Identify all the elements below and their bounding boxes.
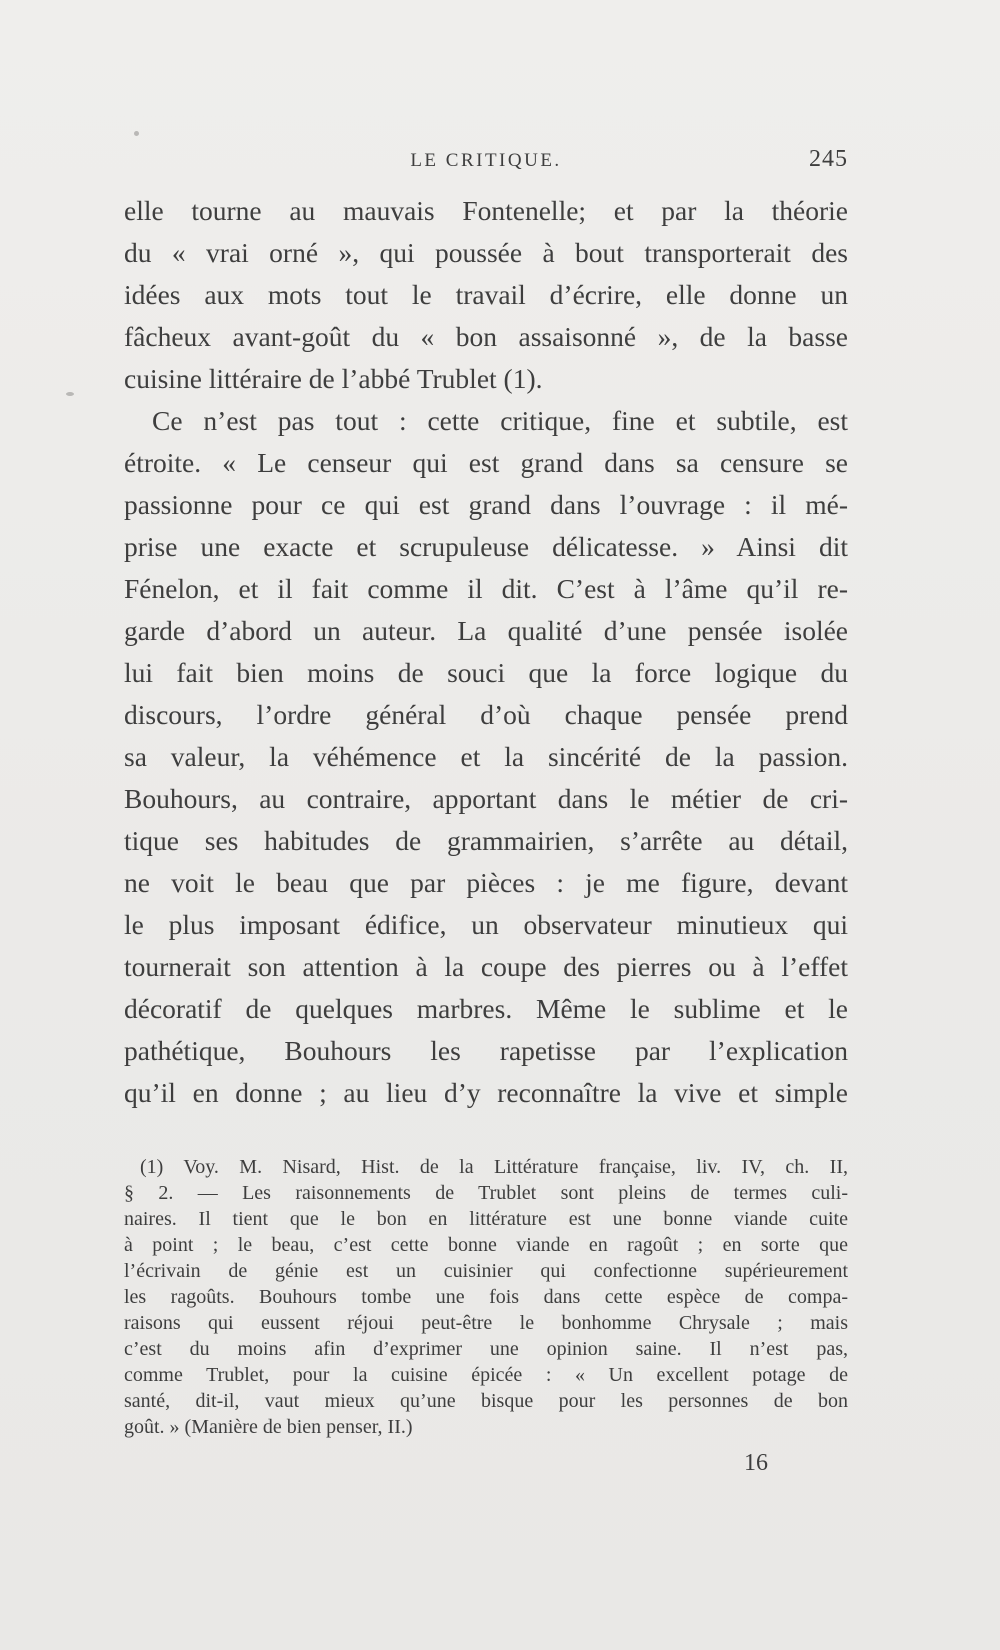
footnote-line: goût. » (Manière de bien penser, II.) [124,1416,413,1438]
body-line: lui fait bien moins de souci que la force logique du [124,657,848,688]
body-line: le plus imposant édifice, un observateur minutieux qui [124,909,848,940]
page-header [124,146,848,180]
footnote-line: § 2. — Les raisonnements de Trublet sont pleins de termes culi- [124,1182,848,1204]
footnote-line: à point ; le beau, c’est cette bonne viande en ragoût ; en sorte que [124,1234,848,1256]
running-head: LE CRITIQUE. [410,150,562,171]
body-line: Bouhours, au contraire, apportant dans le métier de cri- [124,783,848,814]
body-line: cuisine littéraire de l’abbé Trublet (1). [124,363,543,394]
footnote-line: c’est du moins afin d’exprimer une opinion saine. Il n’est pas, [124,1338,848,1360]
printer-signature-mark: 16 [744,1450,768,1476]
footnotes [124,1154,848,1440]
body-line: idées aux mots tout le travail d’écrire, elle donne un [124,279,848,310]
body-line: du « vrai orné », qui poussée à bout transporterait des [124,237,848,268]
body-line: elle tourne au mauvais Fontenelle; et par la théorie [124,195,848,226]
footnote-line: comme Trublet, pour la cuisine épicée : « Un excellent potage de [124,1364,848,1386]
body-line: Ce n’est pas tout : cette critique, fine et subtile, est [152,405,848,436]
body-line: qu’il en donne ; au lieu d’y reconnaître la vive et simple [124,1077,848,1108]
body-text [124,190,848,1114]
footnote-line: les ragoûts. Bouhours tombe une fois dans cette espèce de compa- [124,1286,848,1308]
footnote-line: l’écrivain de génie est un cuisinier qui confectionne supérieurement [124,1260,848,1282]
body-line: ne voit le beau que par pièces : je me figure, devant [124,867,848,898]
body-line: décoratif de quelques marbres. Même le sublime et le [124,993,848,1024]
page-number: 245 [809,146,848,172]
body-line: prise une exacte et scrupuleuse délicatesse. » Ainsi dit [124,531,848,562]
footnote-line: raisons qui eussent réjoui peut-être le bonhomme Chrysale ; mais [124,1312,848,1334]
footnote-line: naires. Il tient que le bon en littérature est une bonne viande cuite [124,1208,848,1230]
body-line: garde d’abord un auteur. La qualité d’une pensée isolée [124,615,848,646]
footnote-line: santé, dit-il, vaut mieux qu’une bisque pour les personnes de bon [124,1390,848,1412]
body-line: discours, l’ordre général d’où chaque pensée prend [124,699,848,730]
body-line: tournerait son attention à la coupe des pierres ou à l’effet [124,951,848,982]
body-line: sa valeur, la véhémence et la sincérité de la passion. [124,741,848,772]
body-line: Fénelon, et il fait comme il dit. C’est à l’âme qu’il re- [124,573,848,604]
paper-speck [134,131,139,136]
paper-speck [66,392,74,396]
body-line: fâcheux avant-goût du « bon assaisonné », de la basse [124,321,848,352]
body-line: passionne pour ce qui est grand dans l’ouvrage : il mé- [124,489,848,520]
footnote-line: (1) Voy. M. Nisard, Hist. de la Littérature française, liv. IV, ch. II, [140,1156,848,1178]
body-line: tique ses habitudes de grammairien, s’arrête au détail, [124,825,848,856]
body-line: pathétique, Bouhours les rapetisse par l’explication [124,1035,848,1066]
body-line: étroite. « Le censeur qui est grand dans sa censure se [124,447,848,478]
